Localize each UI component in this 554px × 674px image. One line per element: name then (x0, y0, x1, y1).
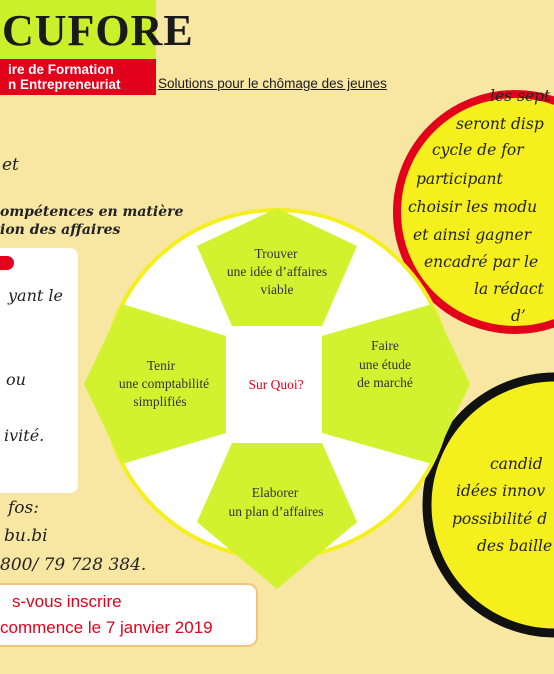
left-text-line2: ompétences en matière (0, 204, 184, 220)
circle-top-line8: la rédact (474, 280, 544, 298)
petal-left-line3: simplifiés (133, 394, 187, 409)
petal-right-line1: Faire (371, 338, 399, 353)
circle-bottom-line1: candid (490, 455, 543, 473)
circle-top-line1: les sept (490, 87, 551, 105)
left-text-line3: ion des affaires (0, 222, 121, 238)
contact-line3: 800/ 79 728 384. (0, 555, 147, 575)
card-line2: ou (6, 370, 26, 389)
petal-right-line2: une étude (358, 357, 412, 372)
logo-title: CUFORE (2, 6, 194, 55)
circle-top-line9: d’ (511, 307, 526, 325)
logo-subtitle-line2: n Entrepreneuriat (8, 77, 121, 92)
petal-top-line3: viable (260, 282, 294, 297)
petal-bottom-line2: un plan d’affaires (228, 504, 324, 519)
center-label: Sur Quoi? (248, 377, 304, 392)
left-text-line1: et (2, 155, 19, 175)
circle-bottom-line3: possibilité d (452, 510, 548, 528)
cta-line2: commence le 7 janvier 2019 (0, 618, 213, 637)
petal-left-line1: Tenir (146, 358, 176, 373)
circle-top-line2: seront disp (456, 115, 544, 133)
tagline: Solutions pour le chômage des jeunes (158, 76, 387, 91)
contact-line1: fos: (8, 498, 39, 518)
petal-top-line1: Trouver (254, 246, 298, 261)
petal-bottom-line1: Elaborer (251, 485, 299, 500)
circle-top-line3: cycle de for (432, 141, 524, 159)
circle-top-line6: et ainsi gagner (413, 226, 531, 244)
circle-top-line5: choisir les modu (408, 198, 538, 216)
circle-top-line4: participant (416, 170, 503, 188)
petal-top-line2: une idée d’affaires (226, 264, 328, 279)
circle-top-line7: encadré par le (424, 253, 539, 271)
cta-line1: s-vous inscrire (12, 592, 122, 611)
circle-bottom-line2: idées innov (456, 482, 546, 500)
card-line3: ivité. (4, 426, 45, 445)
card-line1: yant le (8, 286, 63, 305)
logo-subtitle-line1: ire de Formation (8, 62, 114, 77)
contact-line2: bu.bi (4, 526, 48, 546)
petal-right-line3: de marché (357, 375, 413, 390)
petal-left-line2: une comptabilité (118, 376, 210, 391)
circle-bottom-line4: des baille (477, 537, 553, 555)
